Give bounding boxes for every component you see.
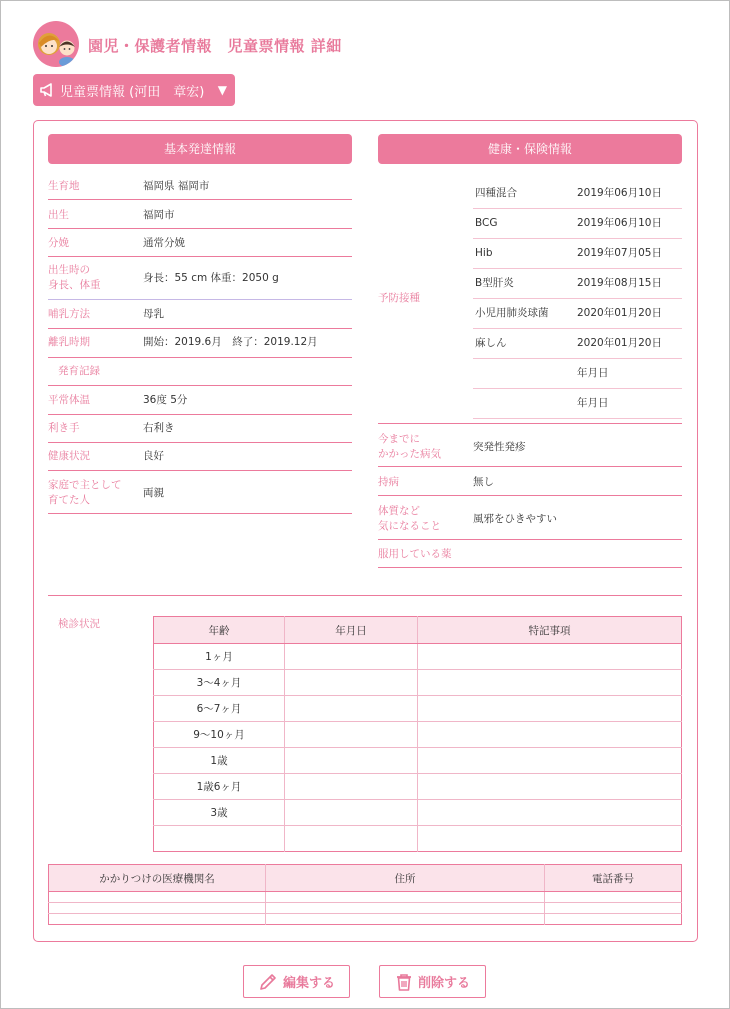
health-field-label: 体質など 気になること xyxy=(378,505,441,532)
col-date: 年月日 xyxy=(285,617,418,644)
table-row xyxy=(154,748,682,774)
health-field-value: 無し xyxy=(473,476,494,488)
checkup-cell-age: 6〜7ヶ月 xyxy=(154,696,285,722)
row-divider xyxy=(48,228,352,229)
row-divider xyxy=(378,495,682,496)
checkup-cell-note xyxy=(418,722,682,748)
basic-field-label: 出生時の 身長、体重 xyxy=(48,264,101,291)
health-info-heading: 健康・保険情報 xyxy=(378,134,682,164)
health-field-value: 突発性発疹 xyxy=(473,441,526,453)
vaccine-date: 2020年01月20日 xyxy=(577,307,662,319)
pencil-icon xyxy=(258,972,278,992)
col-phone: 電話番号 xyxy=(545,865,682,892)
checkup-cell-note xyxy=(418,800,682,826)
checkup-cell-age: 3〜4ヶ月 xyxy=(154,670,285,696)
clinic-cell xyxy=(266,892,545,903)
checkup-cell-age: 1歳 xyxy=(154,748,285,774)
col-clinic-name: かかりつけの医療機関名 xyxy=(49,865,266,892)
vaccine-row-divider xyxy=(473,328,682,329)
checkup-cell-age: 1ヶ月 xyxy=(154,644,285,670)
basic-field-label: 出生 xyxy=(48,209,69,221)
row-divider xyxy=(378,567,682,568)
vaccine-row-divider xyxy=(473,208,682,209)
basic-field-value: 身長：55 cm 体重：2050 g xyxy=(143,272,279,284)
vaccine-row-divider xyxy=(473,358,682,359)
checkup-cell-note xyxy=(418,670,682,696)
basic-field-label: 分娩 xyxy=(48,237,69,249)
child-selector-dropdown[interactable] xyxy=(33,74,235,106)
health-field-label: 今までに かかった病気 xyxy=(378,433,441,460)
delete-button[interactable] xyxy=(379,965,486,998)
basic-field-label: 生育地 xyxy=(48,180,80,192)
table-row xyxy=(49,892,682,903)
children-avatar-icon xyxy=(33,21,79,67)
page-title: 園児・保護者情報 児童票情報 詳細 xyxy=(88,37,342,55)
vaccine-date: 2019年06月10日 xyxy=(577,187,662,199)
vaccination-label: 予防接種 xyxy=(378,292,420,304)
checkup-cell-date xyxy=(285,644,418,670)
health-field-value: 風邪をひきやすい xyxy=(473,513,557,525)
megaphone-icon xyxy=(40,83,55,97)
clinic-cell xyxy=(545,914,682,925)
basic-field-label: 家庭で主として 育てた人 xyxy=(48,479,122,506)
table-row xyxy=(49,903,682,914)
checkup-cell-age: 9〜10ヶ月 xyxy=(154,722,285,748)
table-row xyxy=(154,696,682,722)
basic-field-value: 母乳 xyxy=(143,308,164,320)
vaccine-date: 年月日 xyxy=(577,397,609,409)
checkup-label: 検診状況 xyxy=(58,618,100,630)
vaccine-row-divider xyxy=(473,268,682,269)
row-divider xyxy=(48,256,352,257)
vaccine-name: BCG xyxy=(475,217,498,229)
checkup-cell-age: 1歳6ヶ月 xyxy=(154,774,285,800)
checkup-cell-note xyxy=(418,696,682,722)
checkup-cell-date xyxy=(285,800,418,826)
selector-label: 児童票情報 (河田 章宏) xyxy=(60,84,205,100)
health-field-label: 服用している薬 xyxy=(378,548,452,560)
clinic-cell xyxy=(266,914,545,925)
col-address: 住所 xyxy=(266,865,545,892)
basic-field-value: 開始：2019.6月 終了：2019.12月 xyxy=(143,336,318,348)
table-row xyxy=(154,644,682,670)
clinic-cell xyxy=(49,892,266,903)
row-divider xyxy=(48,199,352,200)
checkup-cell-note xyxy=(418,774,682,800)
col-notes: 特記事項 xyxy=(418,617,682,644)
basic-field-label: 平常体温 xyxy=(48,394,90,406)
row-divider xyxy=(48,328,352,329)
vaccine-row-divider xyxy=(473,238,682,239)
checkup-cell-note xyxy=(418,644,682,670)
basic-field-label: 離乳時期 xyxy=(48,336,90,348)
vaccine-name: 麻しん xyxy=(475,337,507,349)
checkup-cell-date xyxy=(285,748,418,774)
checkup-table xyxy=(153,616,682,852)
row-divider xyxy=(48,442,352,443)
checkup-cell-date xyxy=(285,722,418,748)
basic-field-label: 利き手 xyxy=(48,422,80,434)
basic-info-heading: 基本発達情報 xyxy=(48,134,352,164)
table-row xyxy=(154,826,682,852)
row-divider xyxy=(48,513,352,514)
checkup-cell-age xyxy=(154,826,285,852)
vaccine-date: 2019年06月10日 xyxy=(577,217,662,229)
basic-field-value: 福岡県 福岡市 xyxy=(143,180,210,192)
vaccine-name: 四種混合 xyxy=(475,187,517,199)
vaccine-date: 2020年01月20日 xyxy=(577,337,662,349)
row-divider xyxy=(378,539,682,540)
table-row xyxy=(154,670,682,696)
checkup-cell-date xyxy=(285,670,418,696)
table-row xyxy=(154,774,682,800)
col-age: 年齢 xyxy=(154,617,285,644)
basic-field-value: 福岡市 xyxy=(143,209,175,221)
row-divider xyxy=(378,423,682,424)
checkup-cell-note xyxy=(418,748,682,774)
edit-button[interactable] xyxy=(243,965,350,998)
vaccine-name: 小児用肺炎球菌 xyxy=(475,307,549,319)
basic-field-label: 発育記録 xyxy=(58,365,100,377)
vaccine-date: 2019年08月15日 xyxy=(577,277,662,289)
health-field-label: 持病 xyxy=(378,476,399,488)
clinic-cell xyxy=(49,914,266,925)
vaccine-name: Hib xyxy=(475,247,493,259)
row-divider xyxy=(48,357,352,358)
row-divider xyxy=(48,299,352,300)
clinic-cell xyxy=(545,892,682,903)
vaccine-row-divider xyxy=(473,298,682,299)
checkup-cell-age: 3歳 xyxy=(154,800,285,826)
row-divider xyxy=(48,414,352,415)
basic-field-label: 哺乳方法 xyxy=(48,308,90,320)
clinic-cell xyxy=(49,903,266,914)
checkup-cell-date xyxy=(285,696,418,722)
table-row xyxy=(154,800,682,826)
clinic-cell xyxy=(266,903,545,914)
vaccine-name: B型肝炎 xyxy=(475,277,514,289)
table-row xyxy=(154,722,682,748)
basic-field-value: 36度 5分 xyxy=(143,394,188,406)
basic-field-value: 通常分娩 xyxy=(143,237,185,249)
row-divider xyxy=(48,470,352,471)
edit-button-label: 編集する xyxy=(282,976,335,991)
basic-field-label: 健康状況 xyxy=(48,450,90,462)
delete-button-label: 削除する xyxy=(417,976,470,991)
table-row xyxy=(49,914,682,925)
basic-field-value: 両親 xyxy=(143,487,164,499)
basic-field-value: 右利き xyxy=(143,422,175,434)
clinic-cell xyxy=(545,903,682,914)
clinic-table xyxy=(48,864,682,925)
checkup-cell-date xyxy=(285,774,418,800)
vaccine-row-divider xyxy=(473,418,682,419)
checkup-cell-note xyxy=(418,826,682,852)
row-divider xyxy=(378,466,682,467)
trash-icon xyxy=(395,972,413,992)
basic-field-value: 良好 xyxy=(143,450,164,462)
checkup-cell-date xyxy=(285,826,418,852)
vaccine-date: 年月日 xyxy=(577,367,609,379)
row-divider xyxy=(48,385,352,386)
section-divider xyxy=(48,595,682,596)
chevron-down-icon: ▼ xyxy=(217,83,227,97)
vaccine-row-divider xyxy=(473,388,682,389)
vaccine-date: 2019年07月05日 xyxy=(577,247,662,259)
